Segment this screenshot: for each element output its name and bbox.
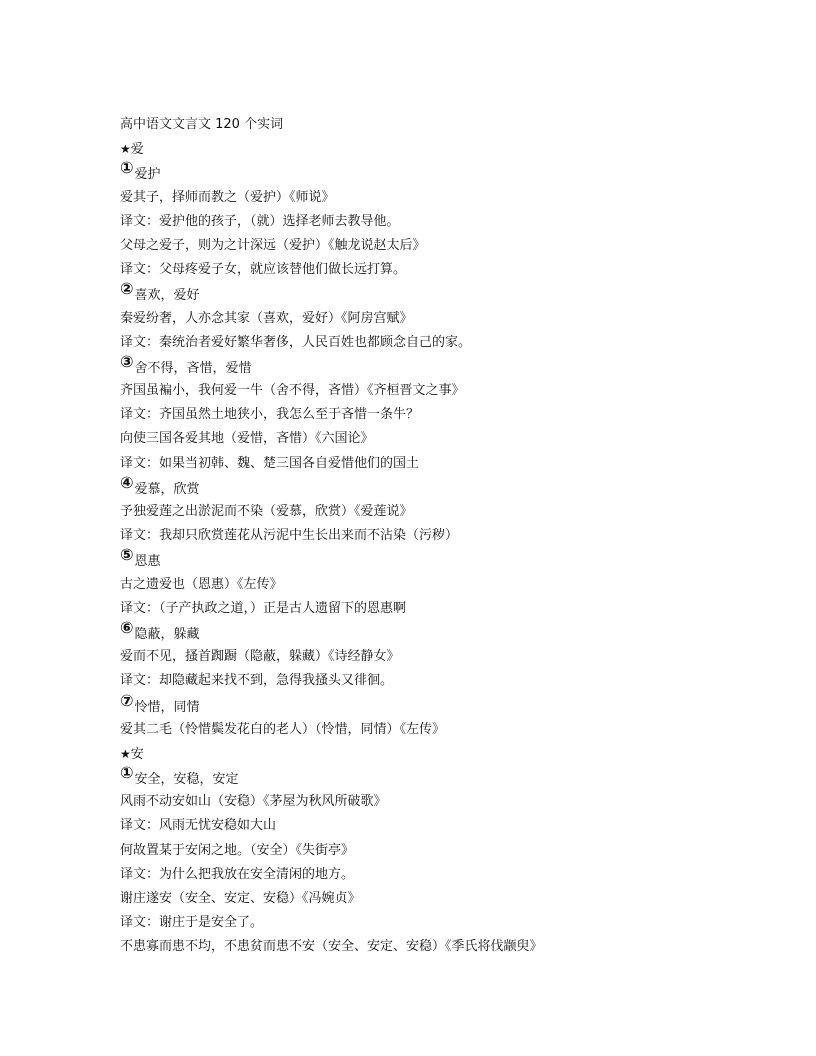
sense-heading <box>120 690 800 718</box>
sense-heading <box>120 158 800 185</box>
translation-line: 译文：风雨无忧安稳如大山 <box>120 818 277 834</box>
entry-word: 安 <box>130 746 144 762</box>
sense-meaning: 安全，安稳，安定 <box>134 772 239 788</box>
translation-line: 译文：如果当初韩、魏、楚三国各自爱惜他们的国土 <box>120 455 420 471</box>
sense-meaning: 舍不得，吝惜，爱惜 <box>134 360 252 376</box>
translation-line: 译文：爱护他的孩子，（就）选择老师去教导他。 <box>120 213 400 229</box>
translation-line: 译文：为什么把我放在安全清闲的地方。 <box>120 866 355 882</box>
example-sentence: 向使三国各爱其地（爱惜，吝惜）《六国论》 <box>120 431 374 447</box>
sense-meaning: 恩惠 <box>134 554 161 570</box>
star-icon: ★ <box>120 746 131 761</box>
translation-line: 译文：却隐藏起来找不到，急得我搔头又徘徊。 <box>120 673 394 689</box>
sense-heading <box>120 472 800 500</box>
sense-meaning: 怜惜，同情 <box>134 699 200 715</box>
sense-number: ⑤ <box>120 545 134 565</box>
sense-number: ⑦ <box>120 690 134 710</box>
example-sentence: 古之遗爱也（恩惠）《左传》 <box>120 576 283 592</box>
document-body <box>120 137 800 959</box>
sense-meaning: 喜欢，爱好 <box>134 288 200 304</box>
example-sentence: 爱其二毛（怜惜鬓发花白的老人）（怜惜，同情）《左传》 <box>120 721 446 737</box>
sense-number: ② <box>120 279 134 299</box>
translation-line: 译文：谢庄于是安全了。 <box>120 915 264 931</box>
example-sentence: 齐国虽褊小，我何爱一牛（舍不得，吝惜）《齐桓晋文之事》 <box>120 383 465 399</box>
sense-meaning: 隐蔽，躲藏 <box>134 626 200 642</box>
example-sentence: 不患寡而患不均，不患贫而患不安（安全、安定、安稳）《季氏将伐颛臾》 <box>120 939 543 955</box>
example-sentence: 爱而不见，搔首踟蹰（隐蔽，躲藏）《诗经静女》 <box>120 649 400 665</box>
example-sentence: 秦爱纷奢，人亦念其家（喜欢，爱好）《阿房宫赋》 <box>120 310 413 326</box>
sense-number: ⑥ <box>120 617 134 637</box>
sense-heading <box>120 351 800 379</box>
sense-meaning: 爱护 <box>134 167 161 183</box>
sense-number: ③ <box>120 351 134 371</box>
entry-heading <box>120 742 800 766</box>
sense-heading <box>120 279 800 306</box>
translation-line: 译文：父母疼爱子女，就应该替他们做长远打算。 <box>120 262 407 278</box>
translation-line: 译文：（子产执政之道，）正是古人遗留下的恩惠啊 <box>120 600 407 616</box>
example-sentence: 风雨不动安如山（安稳）《茅屋为秋风所破歌》 <box>120 794 387 810</box>
sense-heading <box>120 763 800 790</box>
sense-heading <box>120 617 800 645</box>
example-sentence: 予独爱莲之出淤泥而不染（爱慕，欣赏）《爱莲说》 <box>120 504 413 519</box>
entry-word: 爱 <box>130 142 144 158</box>
translation-line: 译文：秦统治者爱好繁华奢侈，人民百姓也都顾念自己的家。 <box>120 334 472 350</box>
entry-heading <box>120 137 800 161</box>
document-page <box>120 113 800 960</box>
sense-number: ① <box>120 763 134 783</box>
star-icon: ★ <box>120 142 131 157</box>
example-sentence: 何故置某于安闲之地。（安全）《失街亭》 <box>120 842 355 858</box>
example-sentence: 爱其子，择师而教之（爱护）《师说》 <box>120 189 335 205</box>
sense-number: ④ <box>120 472 134 492</box>
example-sentence: 谢庄遂安（安全、安定、安稳）《冯婉贞》 <box>120 891 361 906</box>
sense-heading <box>120 545 800 572</box>
example-sentence: 父母之爱子，则为之计深远（爱护）《触龙说赵太后》 <box>120 237 426 253</box>
sense-number: ① <box>120 158 134 178</box>
translation-line: 译文：我却只欣赏莲花从污泥中生长出来而不沾染（污秽） <box>120 528 459 544</box>
document-title: 高中语文文言文 120 个实词 <box>120 117 284 132</box>
translation-line: 译文：齐国虽然土地狭小，我怎么至于吝惜一条牛？ <box>120 407 420 423</box>
sense-meaning: 爱慕，欣赏 <box>134 481 200 497</box>
